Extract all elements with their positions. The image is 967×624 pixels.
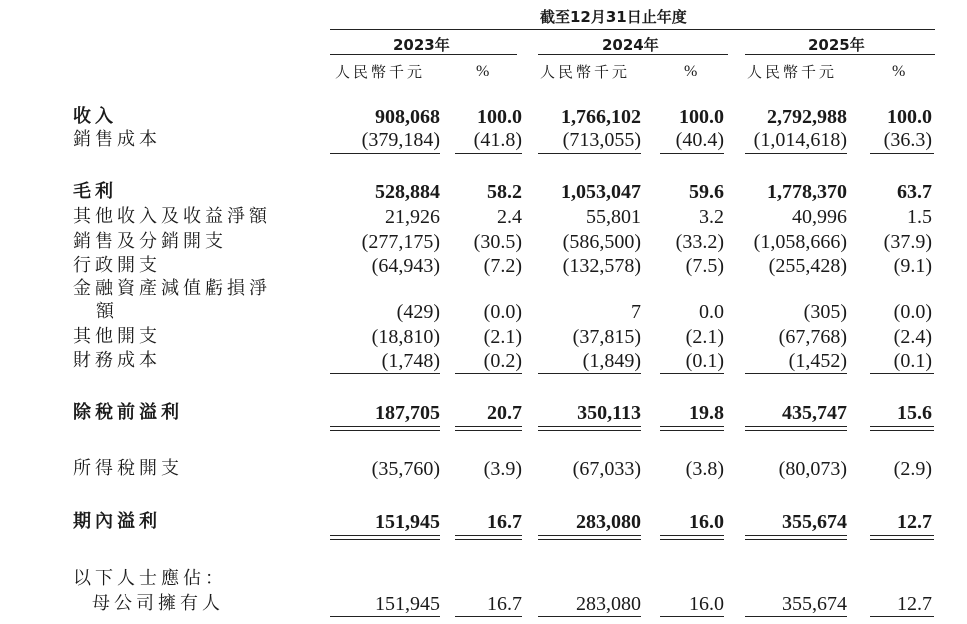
- selling-expenses-2023-amount: (277,175): [361, 231, 440, 253]
- profit-for-period-2023-amount: 151,945: [375, 511, 440, 533]
- subtotal-rule-2-2023-pct: [455, 373, 522, 374]
- subtotal-rule-2023-amt: [330, 153, 440, 154]
- row-label-profit-before-tax: 除稅前溢利: [73, 402, 183, 423]
- owners-2024-amount: 283,080: [576, 593, 641, 615]
- year-2024-header: 2024年: [602, 36, 659, 54]
- cost-of-sales-2024-amount: (713,055): [562, 129, 641, 151]
- income-tax-2023-amount: (35,760): [371, 458, 440, 480]
- bottom-rule-2023-amt: [330, 616, 440, 617]
- selling-expenses-2025-amount: (1,058,666): [753, 231, 847, 253]
- double-rule-b-2025-pct: [870, 430, 934, 431]
- profit-before-tax-2023-pct: 20.7: [487, 402, 522, 424]
- admin-expenses-2025-amount: (255,428): [768, 255, 847, 277]
- row-label-selling-expenses: 銷售及分銷開支: [73, 231, 227, 252]
- impairment-2024-pct: 0.0: [699, 301, 724, 323]
- row-label-admin-expenses: 行政開支: [73, 255, 161, 276]
- other-income-2024-pct: 3.2: [699, 206, 724, 228]
- pct-2023: %: [476, 63, 490, 80]
- revenue-2023-pct: 100.0: [477, 106, 522, 128]
- bottom-rule-2025-pct: [870, 616, 934, 617]
- owners-2024-pct: 16.0: [689, 593, 724, 615]
- unit-2024: 人民幣千元: [540, 63, 631, 81]
- subtotal-rule-2025-amt: [745, 153, 847, 154]
- row-label-impairment: 金融資產減值虧損淨: [73, 278, 271, 299]
- impairment-2023-pct: (0.0): [483, 301, 522, 323]
- double-rule-c-2024-amt: [538, 535, 641, 536]
- admin-expenses-2023-amount: (64,943): [371, 255, 440, 277]
- double-rule-a-2024-pct: [660, 426, 724, 427]
- selling-expenses-2025-pct: (37.9): [883, 231, 932, 253]
- profit-before-tax-2025-pct: 15.6: [897, 402, 932, 424]
- double-rule-b-2024-amt: [538, 430, 641, 431]
- other-expenses-2024-pct: (2.1): [685, 326, 724, 348]
- selling-expenses-2024-amount: (586,500): [562, 231, 641, 253]
- cost-of-sales-2025-amount: (1,014,618): [753, 129, 847, 151]
- finance-costs-2024-amount: (1,849): [582, 350, 641, 372]
- row-label-owners-of-parent: 母公司擁有人: [92, 593, 224, 614]
- row-label-other-expenses: 其他開支: [73, 326, 161, 347]
- row-label-gross-profit: 毛利: [73, 181, 117, 202]
- subtotal-rule-2-2025-amt: [745, 373, 847, 374]
- impairment-2023-amount: (429): [396, 301, 440, 323]
- other-expenses-2025-amount: (67,768): [778, 326, 847, 348]
- row-label-impairment-cont: 額: [96, 301, 118, 322]
- gross-profit-2023-amount: 528,884: [375, 181, 440, 203]
- double-rule-c-2024-pct: [660, 535, 724, 536]
- double-rule-d-2024-pct: [660, 539, 724, 540]
- double-rule-a-2025-pct: [870, 426, 934, 427]
- impairment-2025-amount: (305): [803, 301, 847, 323]
- gross-profit-2024-amount: 1,053,047: [561, 181, 641, 203]
- period-title: 截至12月31日止年度: [540, 8, 687, 26]
- income-tax-2024-amount: (67,033): [572, 458, 641, 480]
- owners-2025-pct: 12.7: [897, 593, 932, 615]
- year-2024-rule: [538, 54, 728, 55]
- subtotal-rule-2025-pct: [870, 153, 934, 154]
- other-expenses-2023-pct: (2.1): [483, 326, 522, 348]
- bottom-rule-2023-pct: [455, 616, 522, 617]
- profit-for-period-2024-amount: 283,080: [576, 511, 641, 533]
- admin-expenses-2024-amount: (132,578): [562, 255, 641, 277]
- double-rule-a-2023-amt: [330, 426, 440, 427]
- owners-2023-amount: 151,945: [375, 593, 440, 615]
- profit-for-period-2025-pct: 12.7: [897, 511, 932, 533]
- other-income-2023-amount: 21,926: [385, 206, 440, 228]
- owners-2023-pct: 16.7: [487, 593, 522, 615]
- impairment-2025-pct: (0.0): [893, 301, 932, 323]
- double-rule-a-2025-amt: [745, 426, 847, 427]
- gross-profit-2023-pct: 58.2: [487, 181, 522, 203]
- double-rule-c-2025-amt: [745, 535, 847, 536]
- cost-of-sales-2023-pct: (41.8): [473, 129, 522, 151]
- admin-expenses-2023-pct: (7.2): [483, 255, 522, 277]
- row-label-revenue: 收入: [73, 106, 117, 127]
- revenue-2025-amount: 2,792,988: [767, 106, 847, 128]
- revenue-2023-amount: 908,068: [375, 106, 440, 128]
- income-tax-2023-pct: (3.9): [483, 458, 522, 480]
- double-rule-a-2023-pct: [455, 426, 522, 427]
- admin-expenses-2025-pct: (9.1): [893, 255, 932, 277]
- row-label-cost-of-sales: 銷售成本: [73, 129, 161, 150]
- profit-for-period-2024-pct: 16.0: [689, 511, 724, 533]
- cost-of-sales-2025-pct: (36.3): [883, 129, 932, 151]
- row-label-finance-costs: 財務成本: [73, 350, 161, 371]
- double-rule-b-2023-amt: [330, 430, 440, 431]
- other-expenses-2024-amount: (37,815): [572, 326, 641, 348]
- double-rule-b-2023-pct: [455, 430, 522, 431]
- cost-of-sales-2024-pct: (40.4): [675, 129, 724, 151]
- profit-before-tax-2023-amount: 187,705: [375, 402, 440, 424]
- subtotal-rule-2024-amt: [538, 153, 641, 154]
- other-income-2023-pct: 2.4: [497, 206, 522, 228]
- finance-costs-2023-pct: (0.2): [483, 350, 522, 372]
- year-2023-header: 2023年: [393, 36, 450, 54]
- bottom-rule-2024-amt: [538, 616, 641, 617]
- finance-costs-2023-amount: (1,748): [381, 350, 440, 372]
- double-rule-d-2023-amt: [330, 539, 440, 540]
- year-2025-rule: [745, 54, 935, 55]
- income-tax-2025-amount: (80,073): [778, 458, 847, 480]
- double-rule-d-2025-pct: [870, 539, 934, 540]
- double-rule-b-2024-pct: [660, 430, 724, 431]
- double-rule-d-2025-amt: [745, 539, 847, 540]
- double-rule-c-2025-pct: [870, 535, 934, 536]
- other-income-2025-amount: 40,996: [792, 206, 847, 228]
- double-rule-d-2023-pct: [455, 539, 522, 540]
- double-rule-c-2023-pct: [455, 535, 522, 536]
- year-2025-header: 2025年: [808, 36, 865, 54]
- year-2023-rule: [330, 54, 517, 55]
- bottom-rule-2024-pct: [660, 616, 724, 617]
- selling-expenses-2023-pct: (30.5): [473, 231, 522, 253]
- subtotal-rule-2024-pct: [660, 153, 724, 154]
- row-label-income-tax: 所得稅開支: [73, 458, 183, 479]
- income-tax-2025-pct: (2.9): [893, 458, 932, 480]
- pct-2024: %: [684, 63, 698, 80]
- finance-costs-2024-pct: (0.1): [685, 350, 724, 372]
- other-income-2025-pct: 1.5: [907, 206, 932, 228]
- subtotal-rule-2-2025-pct: [870, 373, 934, 374]
- double-rule-b-2025-amt: [745, 430, 847, 431]
- unit-2023: 人民幣千元: [335, 63, 426, 81]
- income-tax-2024-pct: (3.8): [685, 458, 724, 480]
- row-label-profit-for-period: 期內溢利: [73, 511, 161, 532]
- profit-before-tax-2024-amount: 350,113: [577, 402, 641, 424]
- owners-2025-amount: 355,674: [782, 593, 847, 615]
- other-income-2024-amount: 55,801: [586, 206, 641, 228]
- revenue-2025-pct: 100.0: [887, 106, 932, 128]
- other-expenses-2025-pct: (2.4): [893, 326, 932, 348]
- revenue-2024-amount: 1,766,102: [561, 106, 641, 128]
- profit-for-period-2023-pct: 16.7: [487, 511, 522, 533]
- bottom-rule-2025-amt: [745, 616, 847, 617]
- row-label-other-income: 其他收入及收益淨額: [73, 206, 271, 227]
- unit-2025: 人民幣千元: [747, 63, 838, 81]
- admin-expenses-2024-pct: (7.5): [685, 255, 724, 277]
- gross-profit-2025-amount: 1,778,370: [767, 181, 847, 203]
- period-title-rule: [330, 29, 935, 30]
- subtotal-rule-2-2023-amt: [330, 373, 440, 374]
- finance-costs-2025-amount: (1,452): [788, 350, 847, 372]
- other-expenses-2023-amount: (18,810): [371, 326, 440, 348]
- finance-costs-2025-pct: (0.1): [893, 350, 932, 372]
- double-rule-c-2023-amt: [330, 535, 440, 536]
- cost-of-sales-2023-amount: (379,184): [361, 129, 440, 151]
- profit-for-period-2025-amount: 355,674: [782, 511, 847, 533]
- profit-before-tax-2025-amount: 435,747: [782, 402, 847, 424]
- pct-2025: %: [892, 63, 906, 80]
- row-label-attributable-to: 以下人士應佔：: [73, 568, 227, 589]
- double-rule-d-2024-amt: [538, 539, 641, 540]
- subtotal-rule-2-2024-amt: [538, 373, 641, 374]
- gross-profit-2025-pct: 63.7: [897, 181, 932, 203]
- gross-profit-2024-pct: 59.6: [689, 181, 724, 203]
- selling-expenses-2024-pct: (33.2): [675, 231, 724, 253]
- double-rule-a-2024-amt: [538, 426, 641, 427]
- profit-before-tax-2024-pct: 19.8: [689, 402, 724, 424]
- subtotal-rule-2-2024-pct: [660, 373, 724, 374]
- subtotal-rule-2023-pct: [455, 153, 522, 154]
- impairment-2024-amount: 7: [631, 301, 641, 323]
- revenue-2024-pct: 100.0: [679, 106, 724, 128]
